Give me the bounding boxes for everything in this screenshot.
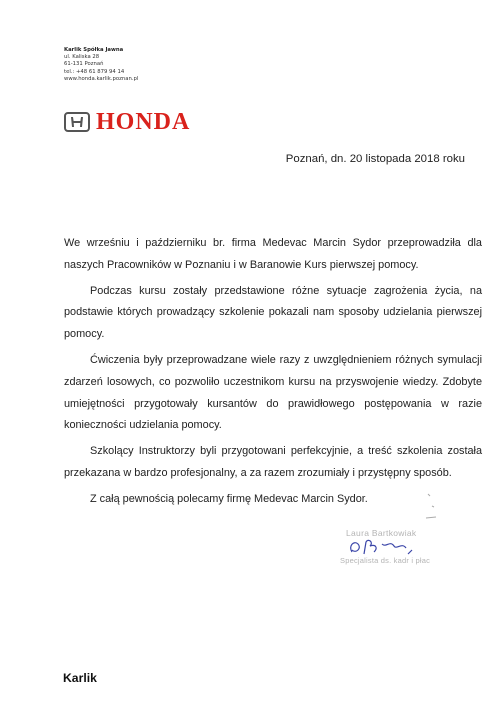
- honda-wordmark: HONDA: [96, 109, 191, 135]
- sender-city: 61-131 Poznań: [64, 61, 104, 68]
- sender-company-name: Karlik Spółka Jawna: [64, 47, 124, 53]
- letter-date: Poznań, dn. 20 listopada 2018 roku: [285, 153, 465, 165]
- signature-stamp: [340, 524, 466, 584]
- signatory-name: Laura Bartkowiak: [346, 528, 417, 538]
- handwritten-signature: [346, 534, 426, 558]
- sender-street: ul. Kaliska 28: [64, 54, 100, 61]
- sender-address-block: [64, 47, 138, 83]
- footer-brand: Karlik: [63, 671, 97, 685]
- body-paragraph-1: We wrześniu i październiku br. firma Medevac Marcin Sydor przeprowadziła dla naszych Pracowników w Poznaniu i w Baranowie Kurs pierwszej pomocy.: [64, 237, 482, 271]
- stray-pen-mark: [420, 492, 440, 522]
- honda-logo: [64, 110, 190, 134]
- body-paragraph-4: Szkolący Instruktorzy byli przygotowani perfekcyjnie, a treść szkolenia została przekazana w bardzo profesjonalny, a za razem zrozumiały i przystępny sposób.: [64, 445, 482, 479]
- honda-h-icon: [64, 112, 90, 132]
- sender-phone: tel.: +48 61 879 94 14: [64, 68, 125, 75]
- body-paragraph-3: Ćwiczenia były przeprowadzane wiele razy z uwzględnieniem różnych symulacji zdarzeń losowych, co pozwoliło uczestnikom kursu na przyswojenie wiedzy. Zdobyte umiejętności przygotowały kursantów do prawidłowego postępowania w razie konieczności udzielania pomocy.: [64, 353, 482, 432]
- body-paragraph-2: Podczas kursu zostały przedstawione różne sytuacje zagrożenia życia, na podstawie których prowadzący szkolenie pokazali nam sposoby udzielania pierwszej pomocy.: [64, 284, 482, 341]
- sender-website: www.honda.karlik.poznan.pl: [64, 75, 139, 82]
- letter-body: [64, 233, 482, 515]
- body-paragraph-5: Z całą pewnością polecamy firmę Medevac Marcin Sydor.: [90, 492, 368, 505]
- signatory-title: Specjalista ds. kadr i płac: [340, 556, 431, 565]
